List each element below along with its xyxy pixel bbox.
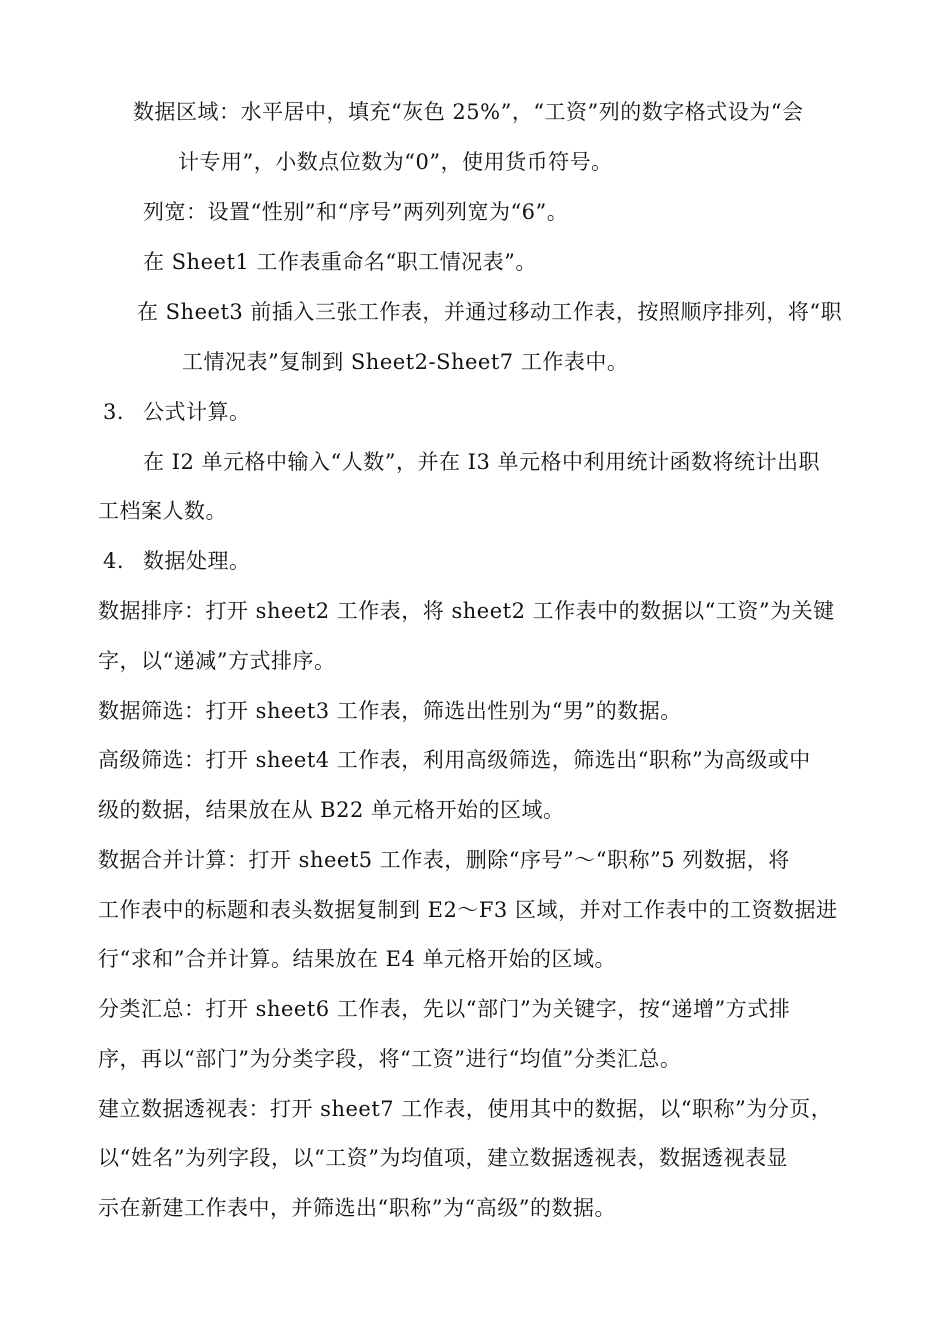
text-line-content: 计专用”，小数点位数为“0”，使用货币符号。 [178,150,613,174]
text-line-content: 工档案人数。 [98,499,227,523]
numbered-heading [103,398,251,426]
text-line [98,1144,788,1172]
text-line-content: 数据合并计算：打开 sheet5 工作表，删除“序号”～“职称”5 列数据，将 [98,848,790,872]
text-line [98,1045,681,1073]
text-line-content: 列宽：设置“性别”和“序号”两列列宽为“6”。 [143,200,569,224]
text-line [143,448,820,476]
heading-text: 数据处理。 [143,549,251,573]
text-line [98,896,837,924]
text-line [98,647,335,675]
text-line-content: 在 Sheet3 前插入三张工作表，并通过移动工作表，按照顺序排列，将“职 [137,300,843,324]
text-line-content: 分类汇总：打开 sheet6 工作表，先以“部门”为关键字，按“递增”方式排 [98,997,791,1021]
text-line-content: 数据筛选：打开 sheet3 工作表，筛选出性别为“男”的数据。 [98,699,682,723]
text-line [143,248,537,276]
text-line-content: 在 I2 单元格中输入“人数”，并在 I3 单元格中利用统计函数将统计出职 [143,450,820,474]
text-line-content: 字，以“递减”方式排序。 [98,649,336,673]
text-line [143,198,568,226]
text-line [98,1095,832,1123]
text-line [98,746,811,774]
heading-text: 公式计算。 [143,400,251,424]
numbered-heading [103,547,251,575]
text-line [98,497,227,525]
text-line [182,348,628,376]
text-line-content: 序，再以“部门”为分类字段，将“工资”进行“均值”分类汇总。 [98,1047,682,1071]
text-line-content: 工作表中的标题和表头数据复制到 E2～F3 区域，并对工作表中的工资数据进 [98,898,838,922]
text-line [98,945,616,973]
text-line-content: 工情况表”复制到 Sheet2-Sheet7 工作表中。 [182,350,629,374]
text-line [137,298,842,326]
text-line [178,148,613,176]
text-line [98,1194,616,1222]
text-line [98,597,835,625]
text-line [98,995,790,1023]
text-line-content: 示在新建工作表中，并筛选出“职称”为“高级”的数据。 [98,1196,616,1220]
text-line-content: 高级筛选：打开 sheet4 工作表，利用高级筛选，筛选出“职称”为高级或中 [98,748,811,772]
text-line-content: 在 Sheet1 工作表重命名“职工情况表”。 [143,250,537,274]
text-line [98,796,565,824]
text-line-content: 级的数据，结果放在从 B22 单元格开始的区域。 [98,798,565,822]
text-line-content: 以“姓名”为列字段，以“工资”为均值项，建立数据透视表，数据透视表显 [98,1146,788,1170]
text-line-content: 数据排序：打开 sheet2 工作表，将 sheet2 工作表中的数据以“工资”为关键 [98,599,835,623]
text-line [98,697,682,725]
text-line [133,98,804,126]
text-line-content: 建立数据透视表：打开 sheet7 工作表，使用其中的数据，以“职称”为分页， [98,1097,833,1121]
text-line-content: 行“求和”合并计算。结果放在 E4 单元格开始的区域。 [98,947,617,971]
text-line-content: 数据区域：水平居中，填充“灰色 25%”，“工资”列的数字格式设为“会 [133,100,804,124]
list-number: 3. [103,400,125,424]
list-number: 4. [103,549,125,573]
text-line [98,846,790,874]
